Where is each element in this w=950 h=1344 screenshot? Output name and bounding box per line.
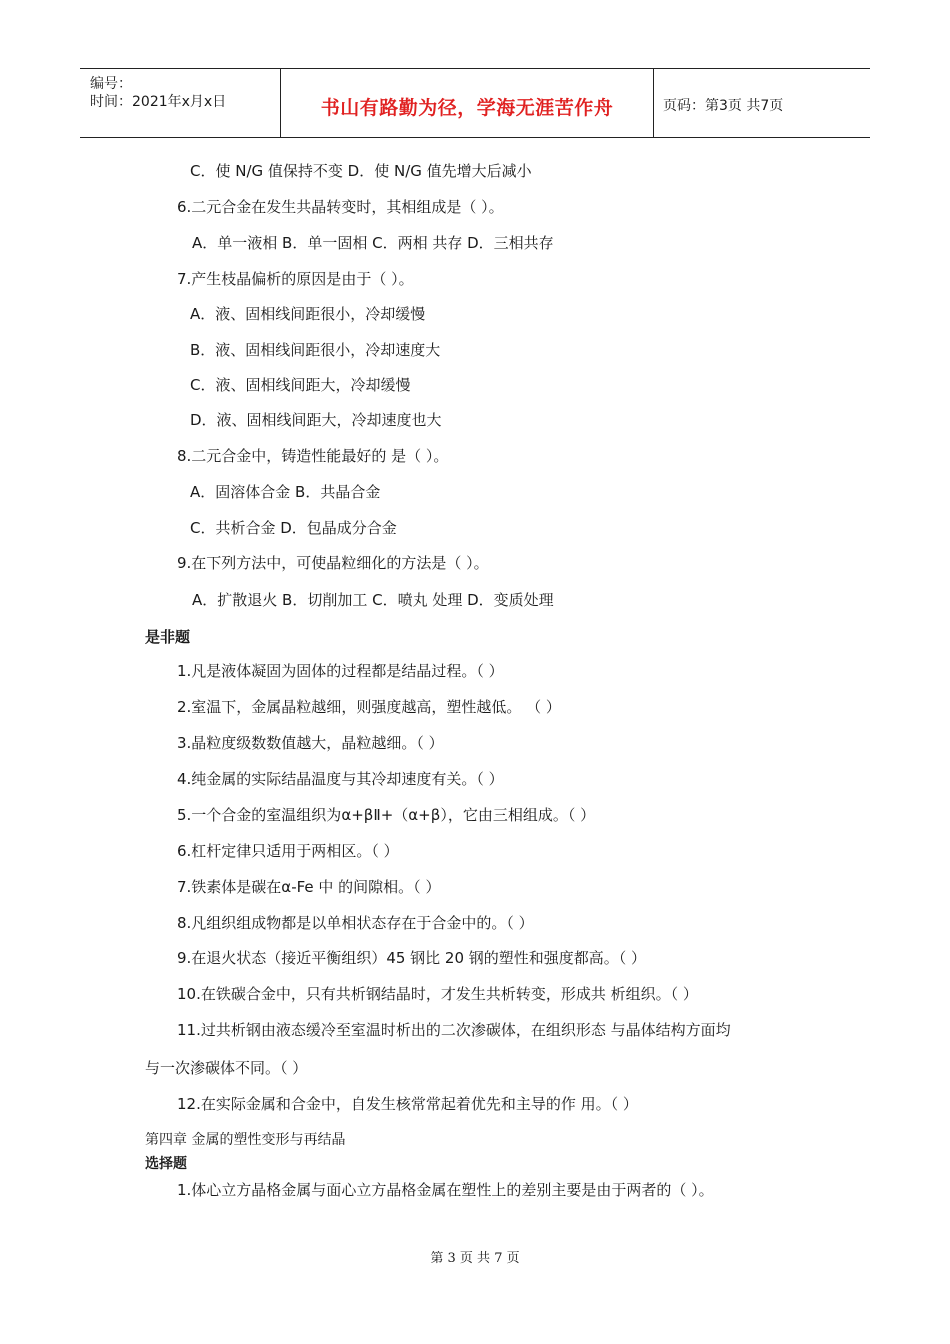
question-line: 5.一个合金的室温组织为α+βⅡ+（α+β），它由三相组成。（ ） xyxy=(177,806,596,824)
question-line: 3.晶粒度级数数值越大，晶粒越细。（ ） xyxy=(177,734,444,752)
option-line: B．液、固相线间距很小，冷却速度大 xyxy=(190,341,441,359)
option-line: A．固溶体合金 B．共晶合金 xyxy=(190,483,381,501)
question-line: 7.铁素体是碳在α-Fe 中 的间隙相。（ ） xyxy=(177,878,441,896)
option-line: A．单一液相 B．单一固相 C．两相 共存 D．三相共存 xyxy=(192,234,554,252)
question-line: 4.纯金属的实际结晶温度与其冷却速度有关。（ ） xyxy=(177,770,504,788)
question-continuation: 与一次渗碳体不同。（ ） xyxy=(145,1059,308,1077)
option-line: A．扩散退火 B．切削加工 C．喷丸 处理 D．变质处理 xyxy=(192,591,554,609)
question-line: 1.体心立方晶格金属与面心立方晶格金属在塑性上的差别主要是由于两者的（ ）。 xyxy=(177,1181,714,1199)
option-line: D．液、固相线间距大，冷却速度也大 xyxy=(190,411,442,429)
question-line: 9.在下列方法中，可使晶粒细化的方法是（ ）。 xyxy=(177,554,489,572)
question-line: 2.室温下，金属晶粒越细，则强度越高，塑性越低。 （ ） xyxy=(177,698,561,716)
page-header xyxy=(80,68,870,138)
question-line: 8.凡组织组成物都是以单相状态存在于合金中的。（ ） xyxy=(177,914,534,932)
question-line: 10.在铁碳合金中，只有共析钢结晶时，才发生共析转变，形成共 析组织。（ ） xyxy=(177,985,698,1003)
document-number-label: 编号： xyxy=(90,76,132,92)
question-line: 1.凡是液体凝固为固体的过程都是结晶过程。（ ） xyxy=(177,662,504,680)
header-page-indicator: 页码：第3页 共7页 xyxy=(663,98,784,114)
question-line: 11.过共析钢由液态缓冷至室温时析出的二次渗碳体，在组织形态 与晶体结构方面均 xyxy=(177,1021,731,1039)
question-line: 9.在退火状态（接近平衡组织）45 钢比 20 钢的塑性和强度都高。（ ） xyxy=(177,949,647,967)
question-line: 6.杠杆定律只适用于两相区。（ ） xyxy=(177,842,399,860)
question-line: 8.二元合金中，铸造性能最好的 是（ ）。 xyxy=(177,447,449,465)
question-line: 7.产生枝晶偏析的原因是由于（ ）。 xyxy=(177,270,414,288)
option-line: A．液、固相线间距很小，冷却缓慢 xyxy=(190,305,426,323)
header-left-cell xyxy=(80,69,280,137)
question-line: 6.二元合金在发生共晶转变时，其相组成是（ ）。 xyxy=(177,198,504,216)
document-date: 时间：2021年x月x日 xyxy=(90,94,227,110)
option-line: C．共析合金 D．包晶成分合金 xyxy=(190,519,397,537)
page-footer: 第 3 页 共 7 页 xyxy=(430,1251,520,1266)
section-heading: 选择题 xyxy=(145,1156,187,1172)
header-motto: 书山有路勤为径，学海无涯苦作舟 xyxy=(320,97,614,119)
question-line: 12.在实际金属和合金中，自发生核常常起着优先和主导的作 用。（ ） xyxy=(177,1095,638,1113)
option-line: C．液、固相线间距大，冷却缓慢 xyxy=(190,376,411,394)
header-middle-cell xyxy=(280,69,654,137)
header-right-cell xyxy=(653,69,870,137)
section-heading: 是非题 xyxy=(145,628,191,646)
chapter-title: 第四章 金属的塑性变形与再结晶 xyxy=(145,1132,346,1148)
option-line: C．使 N/G 值保持不变 D．使 N/G 值先增大后减小 xyxy=(190,162,532,180)
